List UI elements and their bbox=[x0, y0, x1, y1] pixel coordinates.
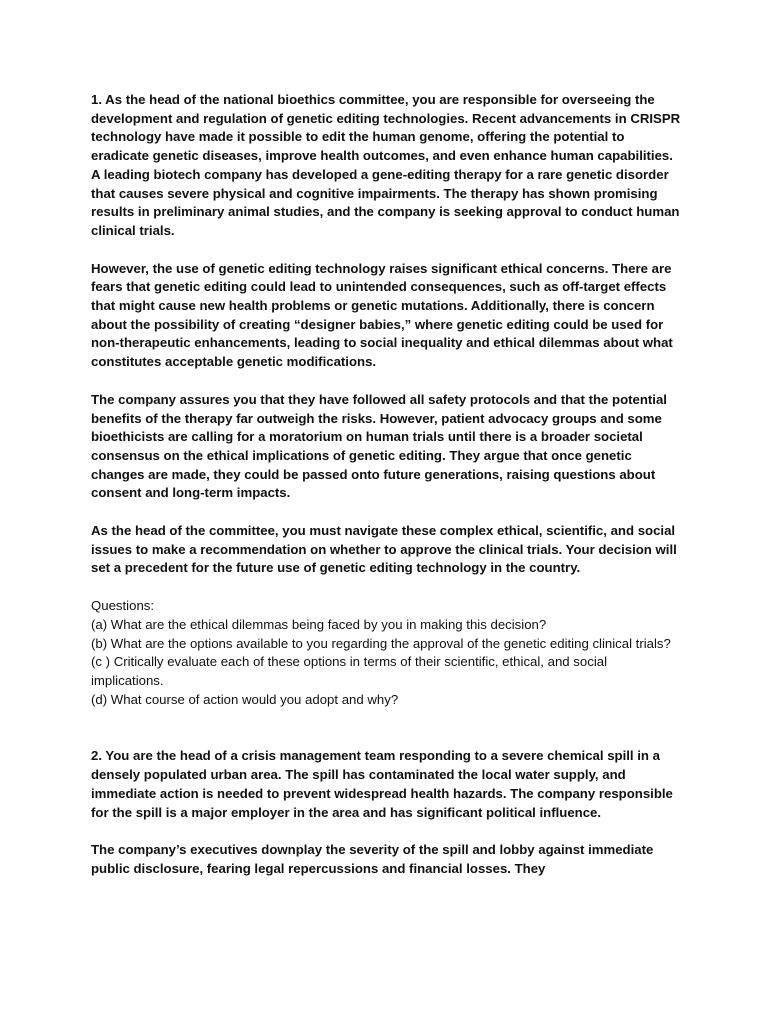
questions-list bbox=[91, 616, 681, 710]
case2-paragraph-1: 2. You are the head of a crisis management team responding to a severe chemical spill in a densely populated urban area. The spill has contaminated the local water supply, and immediate action is needed to prevent widespread health hazards. The company responsible for the spill is a major employer in the area and has significant political influence. bbox=[91, 748, 673, 820]
paragraph-gap bbox=[91, 241, 681, 260]
question-a: (a) What are the ethical dilemmas being faced by you in making this decision? bbox=[91, 616, 547, 632]
question-b: (b) What are the options available to you regarding the approval of the genetic editing clinical trials? bbox=[91, 635, 671, 651]
question-d: (d) What course of action would you adopt and why? bbox=[91, 691, 399, 707]
question-c: (c ) Critically evaluate each of these options in terms of their scientific, ethical, and social implications. bbox=[91, 654, 608, 688]
paragraph-gap bbox=[91, 822, 681, 841]
case1-paragraph-2: However, the use of genetic editing technology raises significant ethical concerns. There are fears that genetic editing could lead to unintended consequences, such as off-target effects that might cause new health problems or genetic mutations. Additionally, there is concern about the possibility of creating “designer babies,” where genetic editing could be used for non-therapeutic enhancements, leading to social inequality and ethical dilemmas about what constitutes acceptable genetic modifications. bbox=[91, 260, 673, 370]
questions-heading: Questions: bbox=[91, 598, 155, 614]
document-page bbox=[91, 91, 681, 879]
paragraph-gap bbox=[91, 578, 681, 597]
paragraph-gap bbox=[91, 503, 681, 522]
case1-paragraph-1: 1. As the head of the national bioethics committee, you are responsible for overseeing the development and regulation of genetic editing technologies. Recent advancements in CRISPR technology have made it possible to edit the human genome, offering the potential to eradicate genetic diseases, improve health outcomes, and even enhance human capabilities. A leading biotech company has developed a gene-editing therapy for a rare genetic disorder that causes severe physical and cognitive impairments. The therapy has shown promising results in preliminary animal studies, and the company is seeking approval to conduct human clinical trials. bbox=[91, 92, 681, 238]
case2-paragraph-2: The company’s executives downplay the severity of the spill and lobby against immediate public disclosure, fearing legal repercussions and financial losses. They bbox=[91, 842, 654, 876]
case1-paragraph-3: The company assures you that they have followed all safety protocols and that the potential benefits of the therapy far outweigh the risks. However, patient advocacy groups and some bioethicists are calling for a moratorium on human trials until there is a broader societal consensus on the ethical implications of genetic editing. They argue that once genetic changes are made, they could be passed onto future generations, raising questions about consent and long-term impacts. bbox=[91, 391, 667, 501]
paragraph-gap bbox=[91, 372, 681, 391]
section-gap bbox=[91, 709, 681, 747]
case1-paragraph-4: As the head of the committee, you must navigate these complex ethical, scientific, and social issues to make a recommendation on whether to approve the clinical trials. Your decision will set a precedent for the future use of genetic editing technology in the country. bbox=[91, 523, 677, 576]
